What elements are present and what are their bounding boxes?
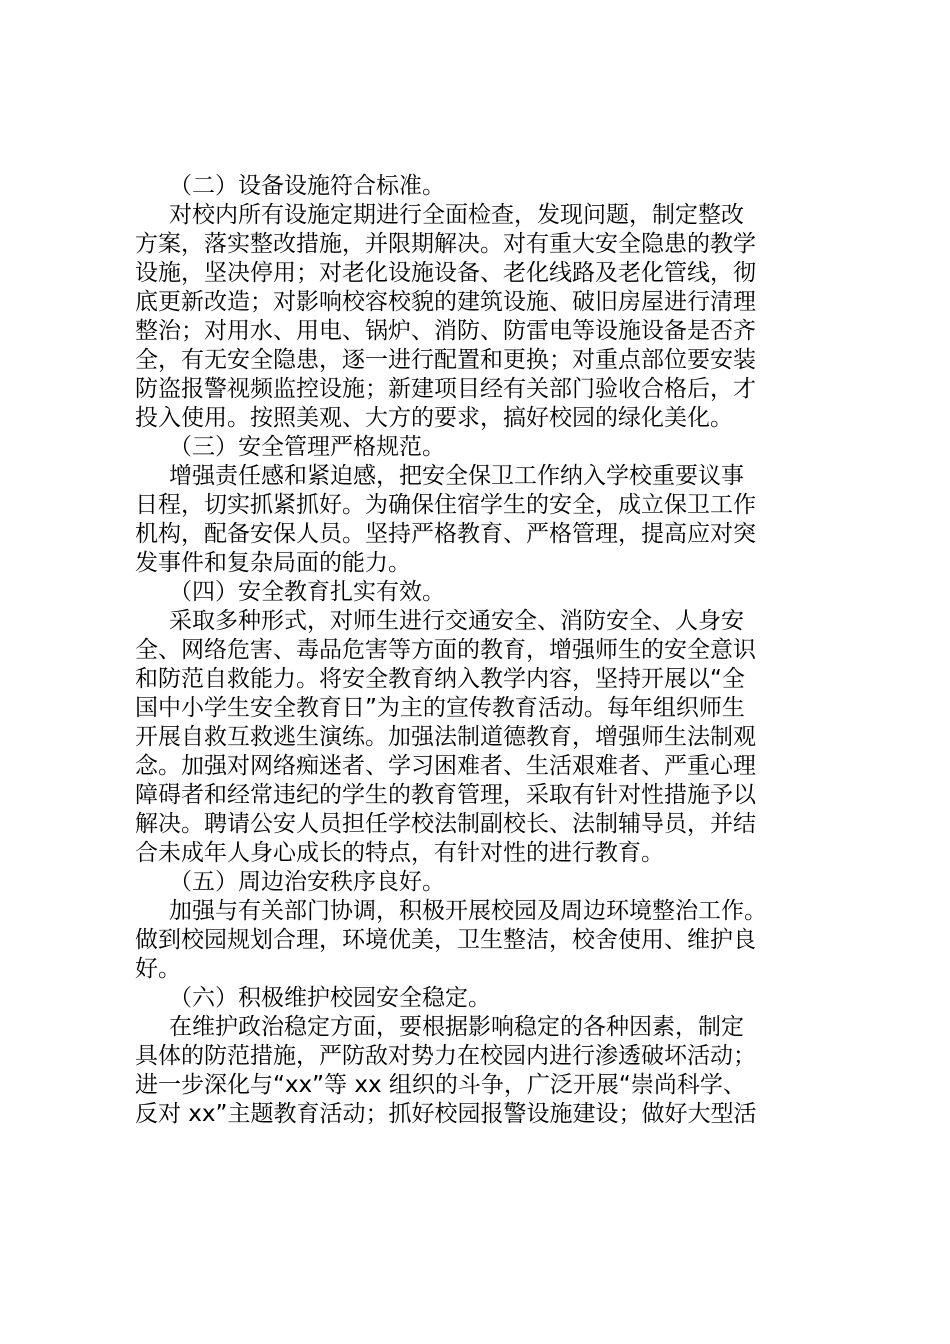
paragraph-line: 采取多种形式，对师生进行交通安全、消防安全、人身安 xyxy=(169,608,744,634)
paragraph-line: 发事件和复杂局面的能力。 xyxy=(135,550,411,576)
paragraph-line: 在维护政治稳定方面，要根据影响稳定的各种因素，制定 xyxy=(169,1014,744,1040)
paragraph-line: 加强与有关部门协调，积极开展校园及周边环境整治工作。 xyxy=(169,898,767,924)
paragraph-line: 底更新改造；对影响校容校貌的建筑设施、破旧房屋进行清理 xyxy=(135,289,756,315)
paragraph-line: 开展自救互救逃生演练。加强法制道德教育，增强师生法制观 xyxy=(135,724,756,750)
section-heading: （三）安全管理严格规范。 xyxy=(169,434,445,460)
paragraph-line: 反对 xx”主题教育活动；抓好校园报警设施建设；做好大型活 xyxy=(135,1101,757,1127)
paragraph-line: 日程，切实抓紧抓好。为确保住宿学生的安全，成立保卫工作 xyxy=(135,492,756,518)
paragraph-line: 全，有无安全隐患，逐一进行配置和更换；对重点部位要安装 xyxy=(135,347,756,373)
paragraph-line: 念。加强对网络痴迷者、学习困难者、生活艰难者、严重心理 xyxy=(135,753,756,779)
paragraph-line: 解决。聘请公安人员担任学校法制副校长、法制辅导员，并结 xyxy=(135,811,756,837)
paragraph-line: 投入使用。按照美观、大方的要求，搞好校园的绿化美化。 xyxy=(135,405,733,431)
section-heading: （四）安全教育扎实有效。 xyxy=(169,579,445,605)
paragraph-line: 对校内所有设施定期进行全面检查，发现问题，制定整改 xyxy=(169,202,744,228)
paragraph-line: 防盗报警视频监控设施；新建项目经有关部门验收合格后，才 xyxy=(135,376,756,402)
section-heading: （五）周边治安秩序良好。 xyxy=(169,869,445,895)
paragraph-line: 和防范自救能力。将安全教育纳入教学内容，坚持开展以“全 xyxy=(135,666,745,692)
paragraph-line: 进一步深化与“xx”等 xx 组织的斗争，广泛开展“崇尚科学、 xyxy=(135,1072,746,1098)
paragraph-line: 国中小学生安全教育日”为主的宣传教育活动。每年组织师生 xyxy=(135,695,745,721)
section-heading: （六）积极维护校园安全稳定。 xyxy=(169,985,491,1011)
paragraph-line: 具体的防范措施，严防敌对势力在校园内进行渗透破坏活动； xyxy=(135,1043,756,1069)
paragraph-line: 好。 xyxy=(135,956,181,982)
paragraph-line: 整治；对用水、用电、锅炉、消防、防雷电等设施设备是否齐 xyxy=(135,318,756,344)
paragraph-line: 做到校园规划合理，环境优美，卫生整洁，校舍使用、维护良 xyxy=(135,927,756,953)
section-heading: （二）设备设施符合标准。 xyxy=(169,173,445,199)
paragraph-line: 方案，落实整改措施，并限期解决。对有重大安全隐患的教学 xyxy=(135,231,756,257)
paragraph-line: 设施，坚决停用；对老化设施设备、老化线路及老化管线，彻 xyxy=(135,260,756,286)
paragraph-line: 障碍者和经常违纪的学生的教育管理，采取有针对性措施予以 xyxy=(135,782,756,808)
paragraph-line: 合未成年人身心成长的特点，有针对性的进行教育。 xyxy=(135,840,664,866)
paragraph-line: 增强责任感和紧迫感，把安全保卫工作纳入学校重要议事 xyxy=(169,463,744,489)
paragraph-line: 机构，配备安保人员。坚持严格教育、严格管理，提高应对突 xyxy=(135,521,756,547)
document-body xyxy=(135,172,825,1129)
paragraph-line: 全、网络危害、毒品危害等方面的教育，增强师生的安全意识 xyxy=(135,637,756,663)
